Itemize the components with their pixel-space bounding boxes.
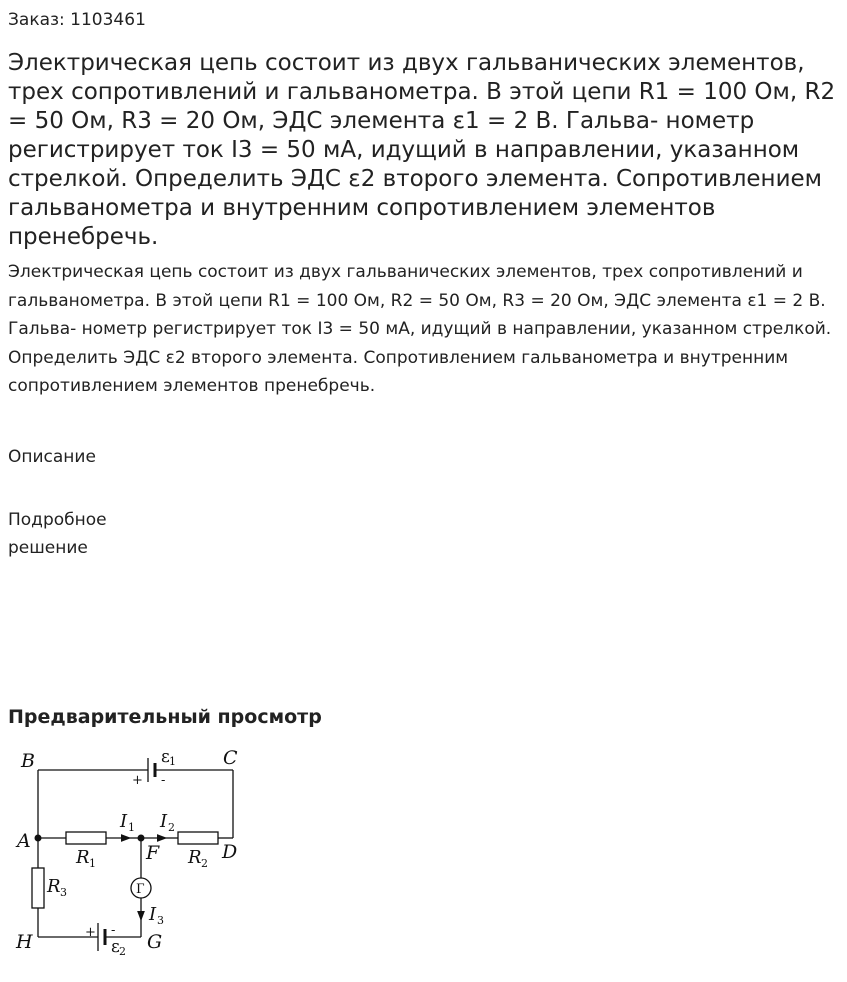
node-a-dot — [35, 835, 42, 842]
resistor-r2 — [178, 832, 218, 844]
current-label-i3: I — [149, 904, 157, 925]
source-label-e2-sub: 2 — [119, 945, 126, 958]
resistor-r1 — [66, 832, 106, 844]
source-e2-plus: + — [85, 925, 96, 940]
source-e1-plus: + — [132, 773, 143, 788]
resistor-label-r1-sub: 1 — [89, 857, 96, 870]
current-label-i2-sub: 2 — [168, 821, 175, 834]
source-e1-minus: - — [161, 773, 166, 788]
node-label-h: H — [16, 931, 33, 953]
source-e2-minus: - — [111, 923, 116, 938]
node-label-g: G — [147, 931, 163, 953]
current-label-i3-sub: 3 — [157, 914, 164, 927]
node-label-a: A — [17, 830, 31, 852]
current-label-i1-sub: 1 — [128, 821, 135, 834]
task-title: Электрическая цепь состоит из двух гальванических элементов, трех сопротивлений и гальванометра. В этой цепи R1 = 100 Ом, R2 = 50 Ом, R3 = 20 Ом, ЭДС элемента ε1 = 2 В. Гальва- нометр регистрирует ток I3 = 50 мА, идущий в направлении, указанном стрелкой. Определить ЭДС ε2 второго элемента. Сопротивлением гальванометра и внутренним сопротивлением элементов пренебречь. — [8, 50, 836, 250]
node-label-b: B — [21, 750, 35, 772]
detailed-solution-label: Подробное решение — [8, 510, 107, 558]
circuit-diagram — [8, 740, 248, 965]
task-body: Электрическая цепь состоит из двух гальванических элементов, трех сопротивлений и гальванометра. В этой цепи R1 = 100 Ом, R2 = 50 Ом, R3 = 20 Ом, ЭДС элемента ε1 = 2 В. Гальва- нометр регистрирует ток I3 = 50 мА, идущий в направлении, указанном стрелкой. Определить ЭДС ε2 второго элемента. Сопротивлением гальванометра и внутренним сопротивлением элементов пренебречь. — [8, 262, 832, 397]
resistor-r3 — [32, 868, 44, 908]
source-label-e1-sub: 1 — [169, 755, 176, 768]
resistor-label-r3: R — [47, 876, 61, 897]
node-label-d: D — [222, 841, 238, 863]
resistor-label-r2-sub: 2 — [201, 857, 208, 870]
node-f-dot — [138, 835, 145, 842]
current-label-i1: I — [120, 811, 128, 832]
source-label-e1: ε — [161, 747, 170, 767]
preview-heading: Предварительный просмотр — [8, 706, 322, 728]
source-label-e2: ε — [111, 937, 120, 957]
description-label: Описание — [8, 447, 96, 467]
order-number: Заказ: 1103461 — [8, 10, 146, 30]
resistor-label-r3-sub: 3 — [60, 886, 67, 899]
node-label-c: C — [223, 747, 238, 769]
galvanometer-label: Г — [136, 882, 145, 897]
node-label-f: F — [146, 842, 160, 864]
resistor-label-r1: R — [76, 847, 90, 868]
resistor-label-r2: R — [188, 847, 202, 868]
current-label-i2: I — [160, 811, 168, 832]
